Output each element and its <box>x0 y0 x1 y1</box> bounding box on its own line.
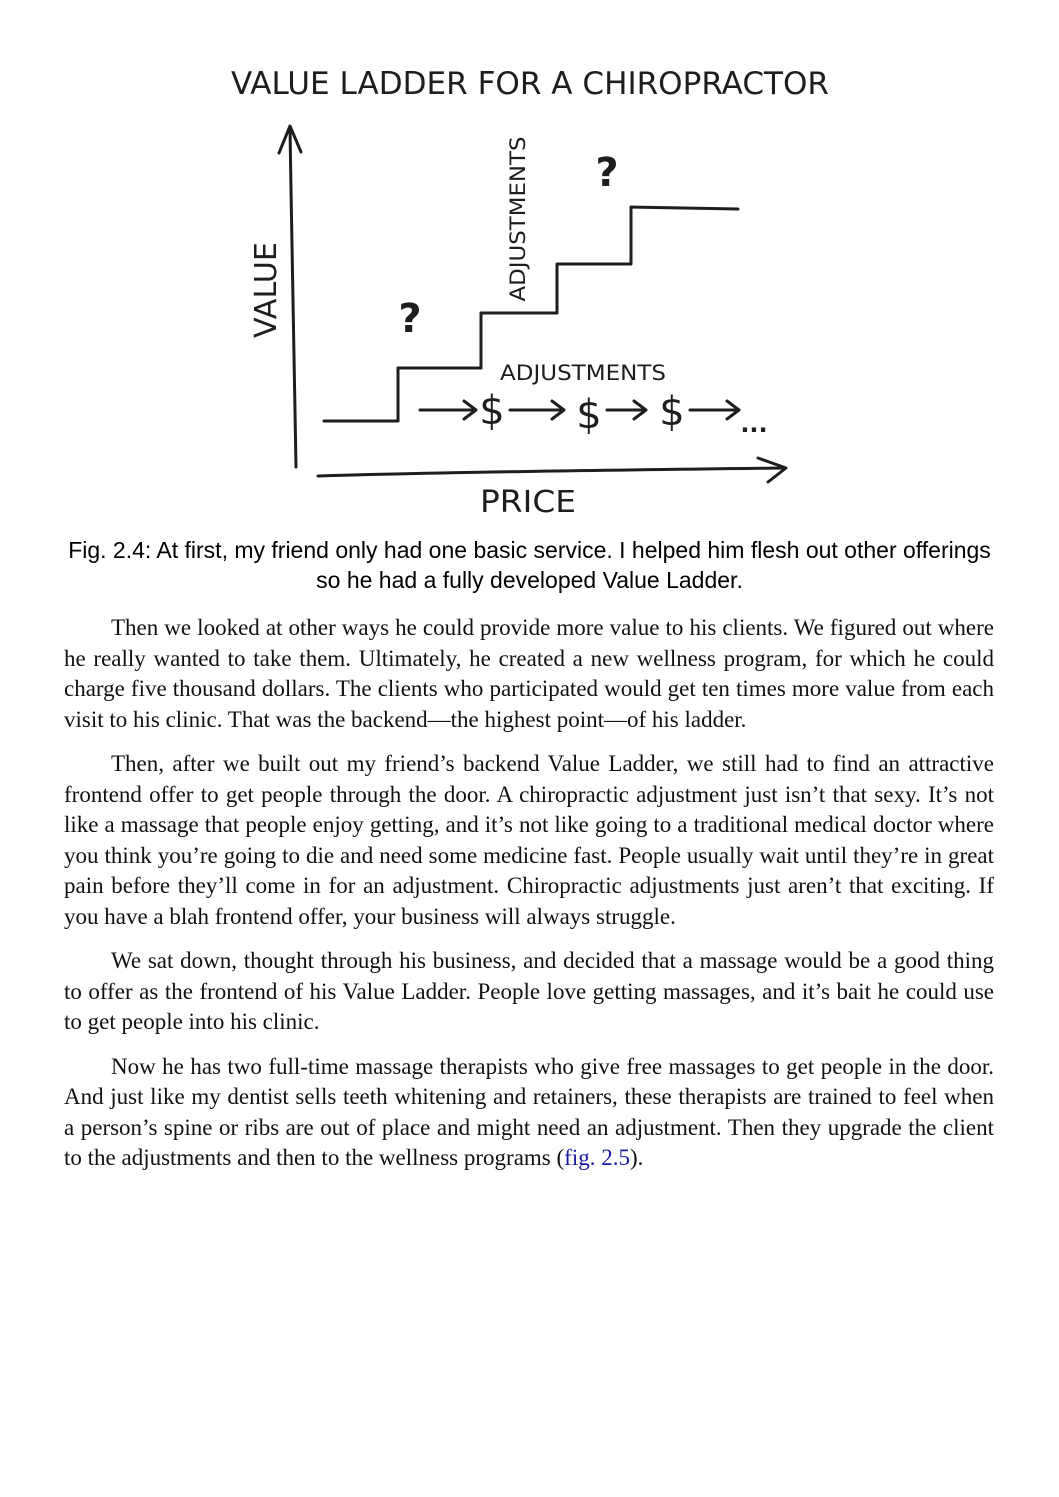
figure-caption: Fig. 2.4: At first, my friend only had one basic service. I helped him flesh out other offerings so he had a fully developed Value Ladder. <box>68 537 991 593</box>
question-mark-high: ? <box>595 150 619 196</box>
price-arrow-chain <box>420 388 768 438</box>
x-axis-label: PRICE <box>480 485 576 520</box>
fig-2-5-link[interactable]: fig. 2.5 <box>564 1145 630 1170</box>
y-axis-label: VALUE <box>249 242 284 338</box>
paragraph-2: Then, after we built out my friend’s backend Value Ladder, we still had to find an attractive frontend offer to get people through the door. A chiropractic adjustment just isn’t that sexy. It’s not like a massage that people enjoy getting, and it’s not like going to a traditional medical doctor where you think you’re going to die and need some medicine fast. People usually wait until they’re in great pain before they’ll come in for an adjustment. Chiropractic adjustments just aren’t that exciting. If you have a blah frontend offer, your business will always struggle. <box>64 751 994 929</box>
paragraph-4-closing: ). <box>629 1145 644 1170</box>
body-text <box>64 613 994 1188</box>
paragraph-1: Then we looked at other ways he could provide more value to his clients. We figured out where he really wanted to take them. Ultimately, he created a new wellness program, for which he could charge five thousand dollars. The clients who participated would get ten times more value from each visit to his clinic. That was the backend—the highest point—of his ladder. <box>64 615 994 732</box>
chain-arrow-3 <box>607 401 646 419</box>
chain-arrow-2 <box>510 401 564 419</box>
x-axis-line <box>318 468 785 476</box>
question-mark-low: ? <box>398 296 422 342</box>
y-axis-line <box>290 128 296 467</box>
adjustments-vertical-label: ADJUSTMENTS <box>506 149 530 302</box>
chain-arrow-4 <box>690 401 739 419</box>
chain-ellipsis: ... <box>740 410 768 438</box>
value-ladder-figure <box>0 0 1059 525</box>
value-ladder-illustration <box>0 0 1059 525</box>
chain-arrow-1 <box>420 401 476 419</box>
dollar-sign-2: $ <box>576 392 602 438</box>
paragraph-4-text: Now he has two full-time massage therapists who give free massages to get people in the door. And just like my dentist sells teeth whitening and retainers, these therapists are trained to feel when a person’s spine or ribs are out of place and might need an adjustment. Then they upgrade the client to the adjustments and then to the wellness programs ( <box>64 1053 994 1170</box>
x-axis-arrowhead <box>758 458 786 482</box>
adjustments-horizontal-label: ADJUSTMENTS <box>500 361 666 385</box>
dollar-sign-3: $ <box>659 389 685 435</box>
figure-title: VALUE LADDER FOR A CHIROPRACTOR <box>231 66 829 102</box>
paragraph-3: We sat down, thought through his business, and decided that a massage would be a good thing to offer as the frontend of his Value Ladder. People love getting massages, and it’s bait he could use to get people into his clinic. <box>64 948 994 1034</box>
paragraph-4 <box>64 1052 994 1174</box>
dollar-sign-1: $ <box>479 388 505 434</box>
